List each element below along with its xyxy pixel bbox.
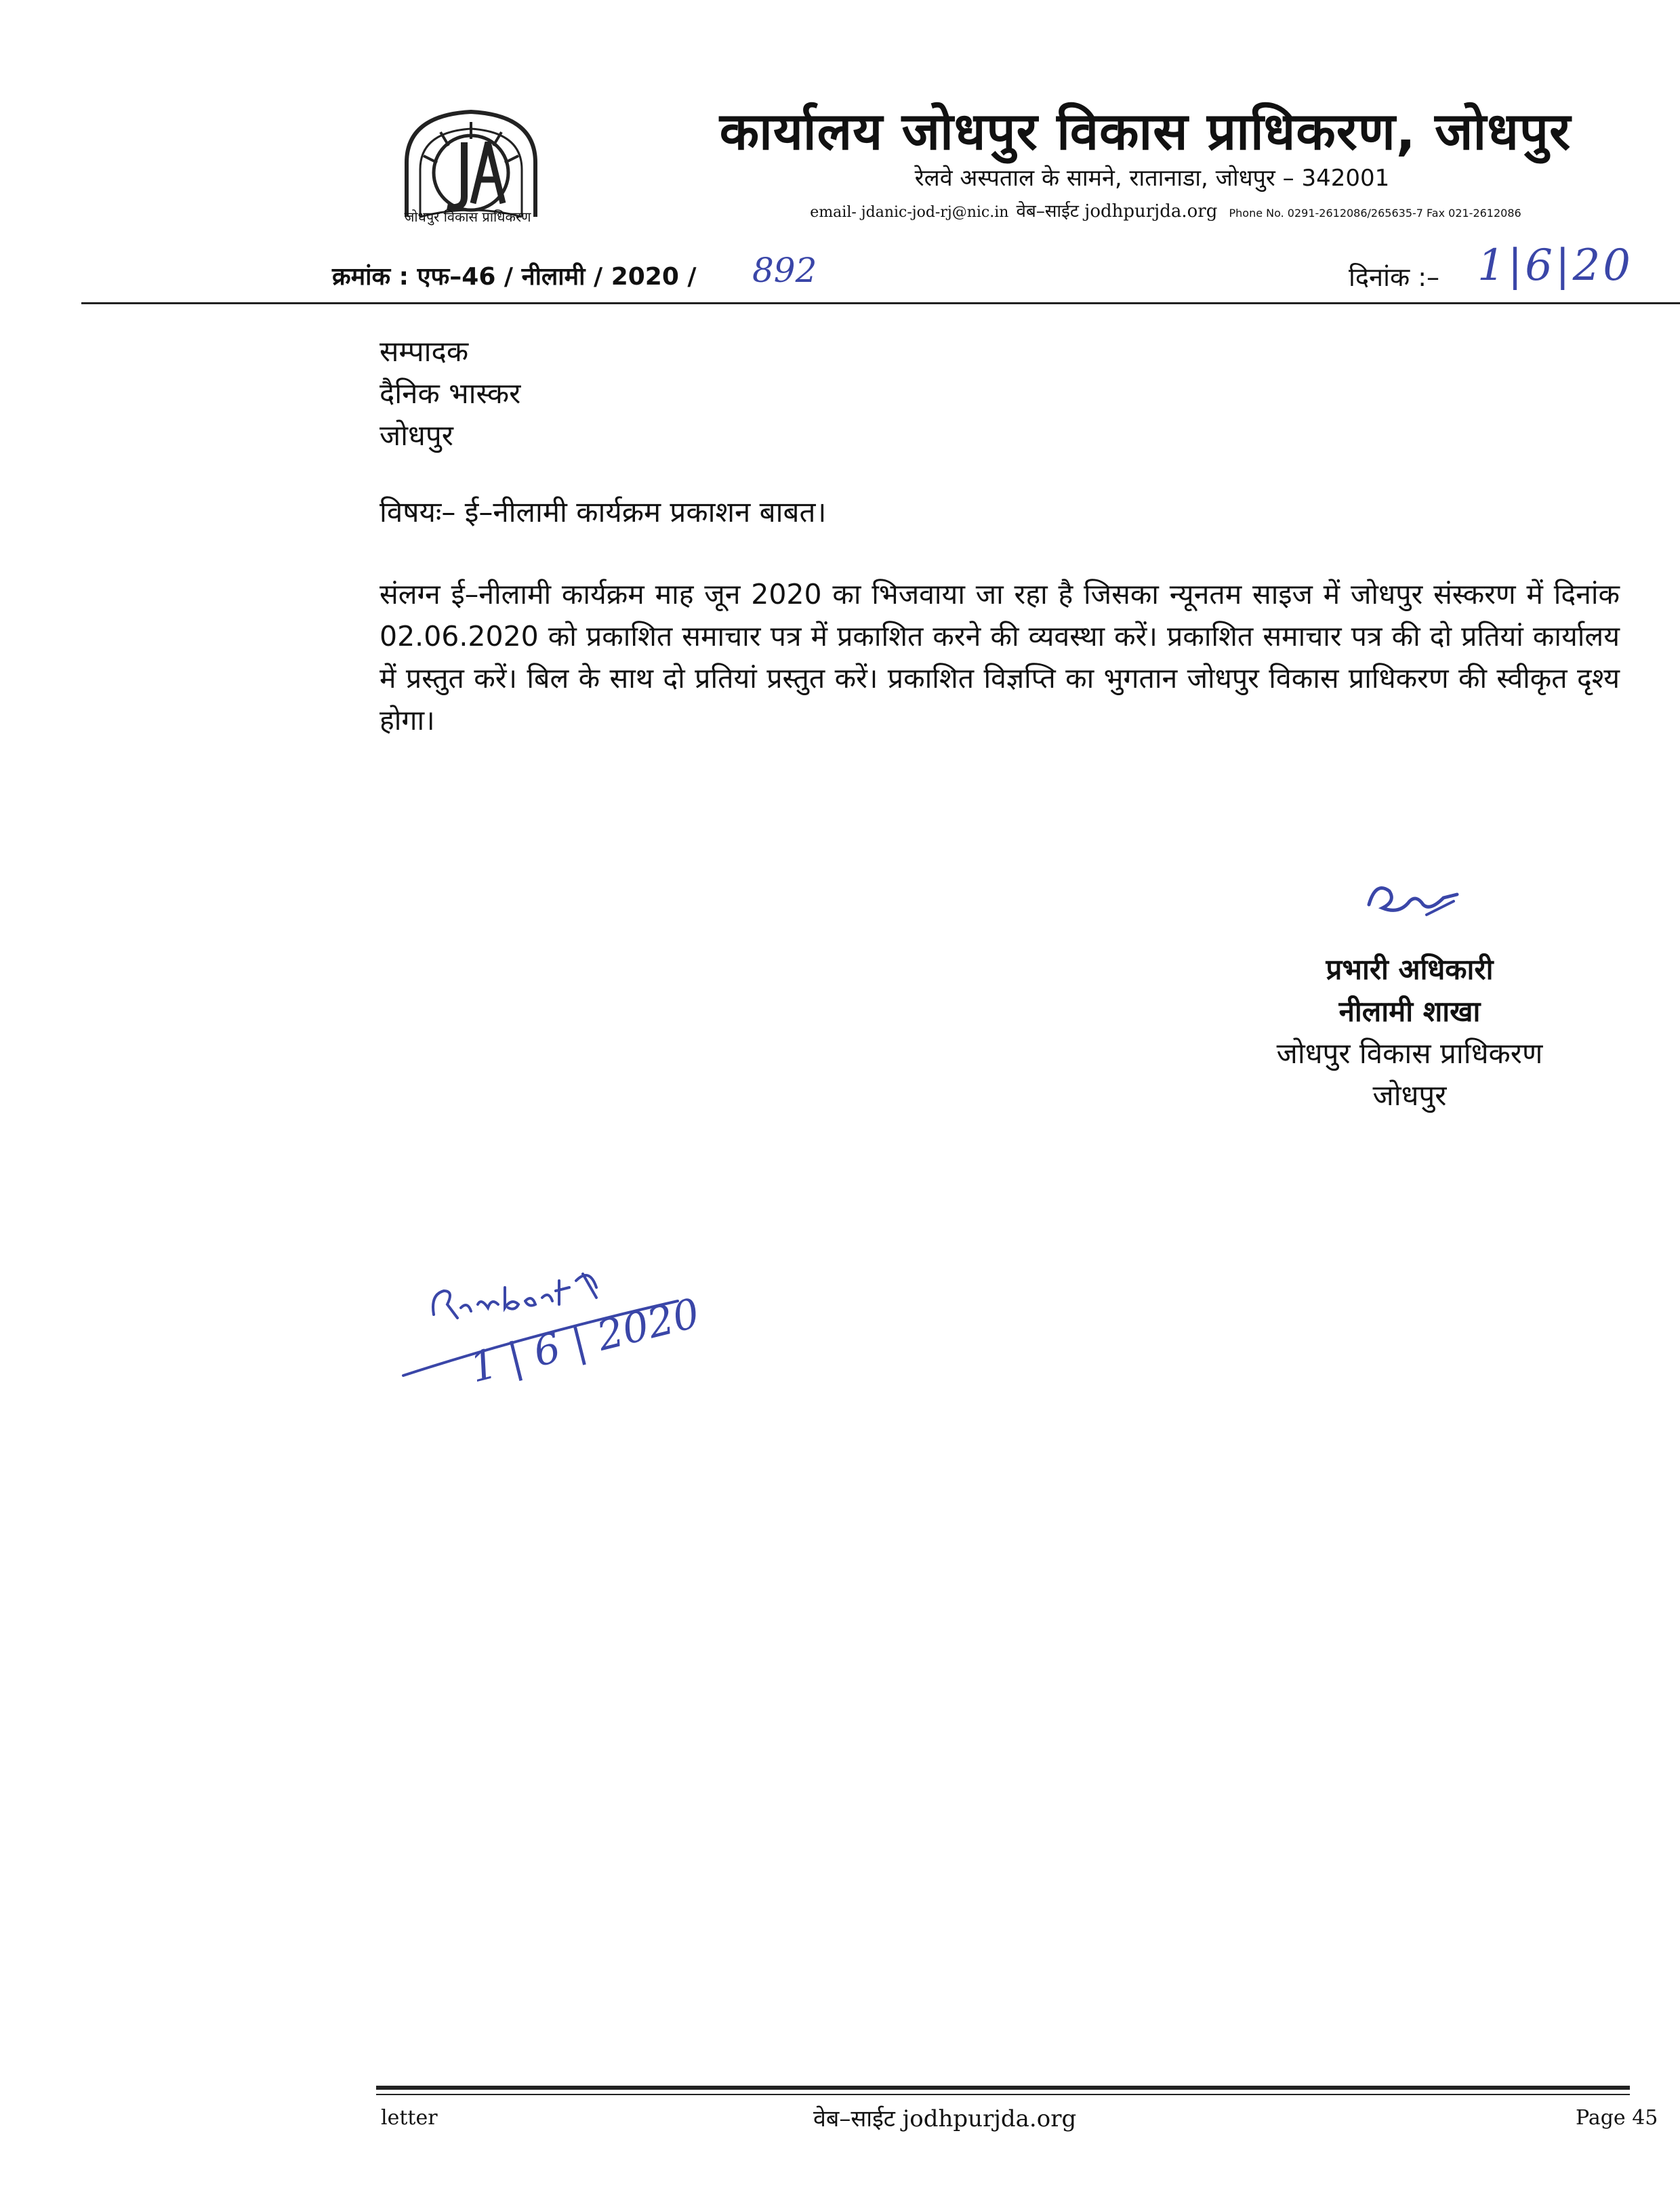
subject-line: विषयः– ई–नीलामी कार्यक्रम प्रकाशन बाबत। [380, 495, 827, 529]
logo-caption: जोधपुर विकास प्राधिकरण [404, 209, 531, 225]
footer-document-type: letter [381, 2106, 438, 2130]
addressee-line: जोधपुर [380, 419, 453, 452]
office-address: रेलवे अस्पताल के सामने, रातानाडा, जोधपुर – 342001 [914, 165, 1390, 192]
reference-number: क्रमांक : एफ–46 / नीलामी / 2020 / [332, 263, 697, 291]
addressee-block [380, 331, 520, 457]
signatory-section: नीलामी शाखा [1338, 995, 1481, 1028]
footer-divider-thick [376, 2086, 1630, 2090]
signatory-office: जोधपुर विकास प्राधिकरण [1276, 1037, 1543, 1070]
handwritten-receipt-signature [393, 1240, 705, 1392]
addressee-line: सम्पादक [380, 335, 469, 368]
footer-website: वेब–साईट jodhpurjda.org [813, 2105, 1077, 2132]
handwritten-reference-number: 892 [752, 251, 817, 290]
header-divider [81, 302, 1680, 304]
svg-text:1 | 6 | 2020: 1 | 6 | 2020 [465, 1289, 705, 1389]
footer-page-number: Page 45 [1576, 2106, 1658, 2130]
website-text: वेब–साईट jodhpurjda.org [1016, 201, 1218, 222]
signatory-city: जोधपुर [1372, 1079, 1447, 1112]
signatory-block [1206, 949, 1613, 1117]
footer-divider-thin [376, 2094, 1630, 2095]
handwritten-date: 1|6|20 [1477, 241, 1633, 291]
date-label: दिनांक :– [1349, 262, 1440, 292]
letter-body: संलग्न ई–नीलामी कार्यक्रम माह जून 2020 का भिजवाया जा रहा है जिसका न्यूनतम साइज में जोधपुर संस्करण में दिनांक 02.06.2020 को प्रकाशित समाचार पत्र में प्रकाशित करने की व्यवस्था करें। प्रकाशित समाचार पत्र की दो प्रतियां कार्यालय में प्रस्तुत करें। बिल के साथ दो प्रतियां प्रस्तुत करें। प्रकाशित विज्ञप्ति का भुगतान जोधपुर विकास प्राधिकरण की स्वीकृत दृश्य होगा। [380, 578, 1620, 737]
email-text: email- jdanic-jod-rj@nic.in [810, 204, 1009, 221]
addressee-line: दैनिक भास्कर [380, 377, 521, 410]
signatory-designation: प्रभारी अधिकारी [1326, 953, 1494, 986]
office-title: कार्यालय जोधपुर विकास प्राधिकरण, जोधपुर [719, 101, 1572, 161]
contact-line [718, 198, 1613, 222]
signature-mark [1362, 878, 1464, 928]
phone-fax-text: Phone No. 0291-2612086/265635-7 Fax 021-2612086 [1229, 207, 1521, 220]
